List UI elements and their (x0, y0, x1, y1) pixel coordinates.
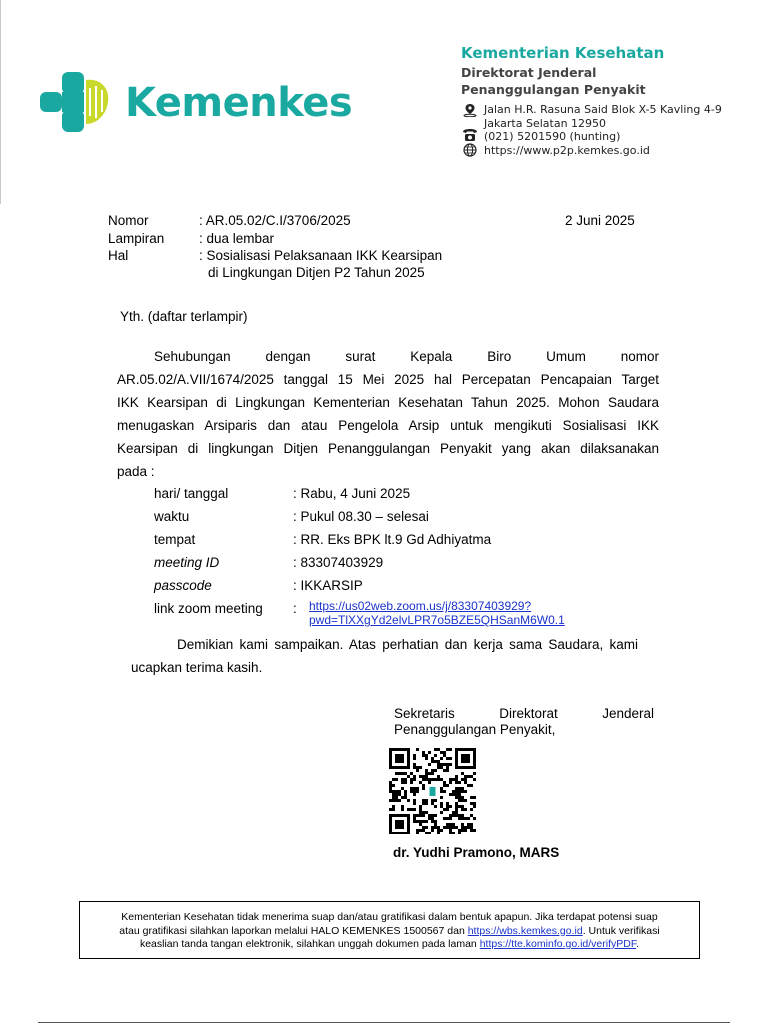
detail-value-meeting-id: : 83307403929 (293, 555, 384, 570)
detail-value-place: : RR. Eks BPK lt.9 Gd Adhiyatma (293, 532, 492, 547)
verify-pdf-link[interactable]: https://tte.kominfo.go.id/verifyPDF (479, 938, 637, 950)
detail-label-passcode: passcode (154, 578, 212, 593)
directorate-line-1: Direktorat Jenderal (461, 65, 597, 80)
zoom-label: link zoom meeting (154, 601, 263, 616)
footer-text-span: . (636, 938, 640, 950)
word: Jenderal (602, 706, 654, 721)
footer-line-1: Kementerian Kesehatan tidak menerima suap dan/atau gratifikasi dalam bentuk apapun. Jika terdapat potensi suap (121, 911, 658, 923)
detail-label-time: waktu (154, 509, 190, 524)
word: Direktorat (499, 706, 558, 721)
paragraph-1-line-3: IKK Kearsipan di Lingkungan Kementerian Kesehatan Tahun 2025. Mohon Saudara (117, 395, 659, 410)
location-pin-icon (462, 103, 478, 117)
phone-icon (462, 128, 478, 142)
footer-disclaimer-box (79, 901, 700, 959)
signatory-name: dr. Yudhi Pramono, MARS (393, 845, 560, 860)
wbs-link[interactable]: https://wbs.kemkes.go.id (467, 924, 583, 937)
word: surat (345, 349, 376, 364)
zoom-link[interactable] (309, 599, 565, 627)
qr-code-signature-icon (389, 748, 477, 834)
footer-text-span: keaslian tanda tangan elektronik, silahkan unggah dokumen pada laman (139, 938, 480, 950)
nomor-value: : AR.05.02/C.I/3706/2025 (199, 213, 351, 228)
paragraph-1-line-5: Kearsipan di lingkungan Ditjen Penanggulangan Penyakit yang akan dilaksanakan (117, 441, 659, 456)
paragraph-1-line-6: pada : (117, 464, 155, 479)
word: Kepala (410, 349, 453, 364)
detail-label-date: hari/ tanggal (154, 486, 229, 501)
lampiran-value: : dua lembar (199, 231, 275, 246)
nomor-label: Nomor (108, 213, 149, 228)
letter-date: 2 Juni 2025 (565, 213, 635, 228)
hal-value-line-1: : Sosialisasi Pelaksanaan IKK Kearsipan (199, 248, 443, 263)
footer-text-span: . Untuk verifikasi (582, 924, 660, 937)
ministry-name: Kementerian Kesehatan (461, 44, 665, 62)
zoom-link-line-2[interactable]: pwd=TlXXgYd2elvLPR7o5BZE5QHSanM6W0.1 (309, 613, 565, 627)
detail-value-passcode: : IKKARSIP (293, 578, 363, 593)
word: Umum (546, 349, 586, 364)
word: Biro (487, 349, 512, 364)
globe-icon (462, 143, 478, 157)
word: Sekretaris (394, 706, 455, 721)
word: Sehubungan (154, 349, 231, 364)
directorate-line-2: Penanggulangan Penyakit (461, 82, 646, 97)
zoom-link-line-1[interactable]: https://us02web.zoom.us/j/83307403929? (309, 599, 532, 613)
detail-label-meeting-id: meeting ID (154, 555, 220, 570)
bottom-rule (38, 1022, 730, 1023)
hal-label: Hal (108, 248, 129, 263)
word: dengan (265, 349, 311, 364)
footer-line-2 (80, 925, 699, 939)
paragraph-1-line-2: AR.05.02/A.VII/1674/2025 tanggal 15 Mei 2025 hal Percepatan Pencapaian Target (117, 372, 659, 387)
detail-value-time: : Pukul 08.30 – selesai (293, 509, 429, 524)
footer-line-3 (80, 938, 699, 952)
logo-wordmark: Kemenkes (125, 80, 353, 126)
footer-text (80, 902, 699, 952)
paragraph-1-line-1 (154, 345, 659, 369)
zoom-colon: : (293, 601, 297, 616)
paragraph-1-line-4: menugaskan Arsiparis dan atau Pengelola Arsip untuk mengikuti Sosialisasi IKK (117, 418, 659, 433)
signature-title-line-2: Penanggulangan Penyakit, (394, 722, 556, 737)
detail-value-date: : Rabu, 4 Juni 2025 (293, 486, 411, 501)
closing-line-1: Demikian kami sampaikan. Atas perhatian dan kerja sama Saudara, kami (177, 637, 638, 652)
page-edge-line (0, 0, 1, 204)
address-line-2: Jakarta Selatan 12950 (484, 117, 607, 130)
phone-number: (021) 5201590 (hunting) (484, 130, 621, 143)
lampiran-label: Lampiran (108, 231, 165, 246)
directorate-name (461, 64, 646, 98)
word: nomor (620, 349, 659, 364)
kemenkes-logo-icon (38, 70, 114, 134)
footer-text-span: atau gratifikasi silahkan laporkan melalui HALO KEMENKES 1500567 dan (119, 924, 468, 937)
detail-label-place: tempat (154, 532, 196, 547)
signature-title-line-1 (394, 706, 654, 721)
hal-value-line-2: di Lingkungan Ditjen P2 Tahun 2025 (208, 265, 425, 280)
closing-line-2: ucapkan terima kasih. (131, 660, 263, 675)
address-line-1: Jalan H.R. Rasuna Said Blok X-5 Kavling 4-9 (484, 103, 722, 116)
recipient: Yth. (daftar terlampir) (120, 309, 248, 324)
website-url[interactable]: https://www.p2p.kemkes.go.id (484, 144, 650, 157)
